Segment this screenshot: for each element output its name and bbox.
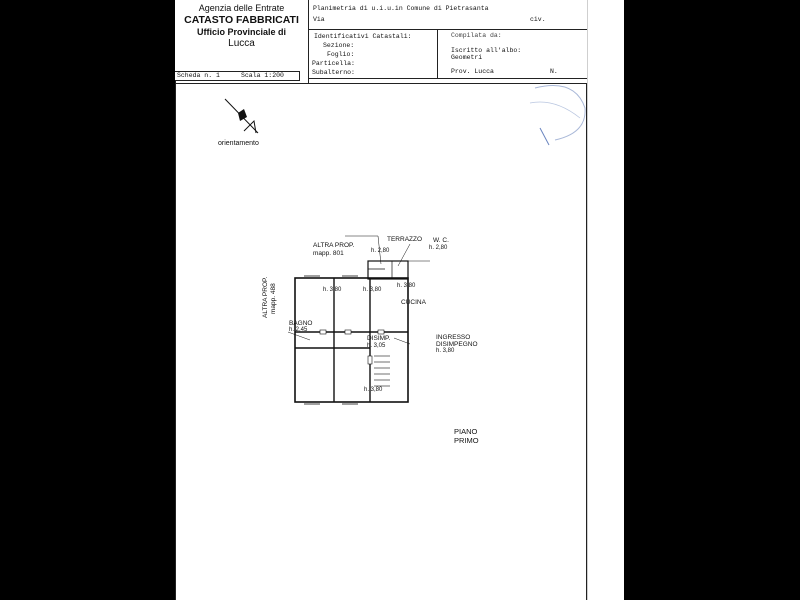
agency-name: Agenzia delle Entrate bbox=[198, 3, 285, 13]
planimetry-title: Planimetria di u.i.u.in Comune di Pietrasanta bbox=[313, 5, 489, 12]
geometri-label: Geometri bbox=[451, 54, 483, 61]
room-1-height: h. 3,80 bbox=[323, 287, 342, 293]
foglio-label: Foglio: bbox=[327, 51, 355, 58]
neighbor-top-label: ALTRA PROP. bbox=[313, 242, 355, 249]
header-divider bbox=[308, 0, 309, 83]
kitchen-label: CUCINA bbox=[401, 299, 426, 306]
kitchen-height: h. 3,80 bbox=[397, 283, 416, 289]
scheda-rule-bottom bbox=[175, 80, 299, 81]
room-3-height: h. 3,80 bbox=[364, 387, 383, 393]
entrance-sublabel: DISIMPEGNO bbox=[436, 341, 478, 348]
agency-header bbox=[175, 0, 308, 72]
neighbor-left-label: ALTRA PROP. bbox=[262, 276, 269, 318]
hall-height: h. 3,05 bbox=[367, 343, 386, 349]
neighbor-left-mapp: mapp. 488 bbox=[270, 283, 277, 314]
document-title: CATASTO FABBRICATI bbox=[184, 14, 299, 26]
stamp-icon bbox=[525, 78, 595, 150]
scheda-number: Scheda n. 1 bbox=[177, 72, 220, 79]
frame-left-border bbox=[175, 81, 176, 600]
page-edge-strip bbox=[587, 0, 624, 600]
particella-label: Particella: bbox=[312, 60, 355, 67]
scale-label: Scala 1:200 bbox=[241, 72, 284, 79]
office-label: Ufficio Provinciale di bbox=[196, 27, 287, 37]
office-city: Lucca bbox=[228, 38, 255, 49]
entrance-label: INGRESSO bbox=[436, 334, 471, 341]
bathroom-label: BAGNO bbox=[289, 320, 313, 327]
neighbor-top-mapp: mapp. 801 bbox=[313, 250, 344, 257]
north-arrow-icon bbox=[220, 95, 265, 140]
iscritto-label: Iscritto all'albo: bbox=[451, 47, 522, 54]
orientation-label: orientamento bbox=[218, 140, 259, 147]
wc-height: h. 2,80 bbox=[429, 245, 448, 251]
header-rule-mid bbox=[437, 29, 438, 78]
n-label: N. bbox=[550, 68, 558, 75]
floor-plan-outline bbox=[295, 278, 408, 402]
hall-label: DISIMP. bbox=[367, 335, 391, 342]
entrance-height: h. 3,80 bbox=[436, 348, 455, 354]
terrace-label: TERRAZZO bbox=[387, 236, 423, 243]
terrace-height: h. 2,80 bbox=[371, 248, 390, 254]
room-2-height: h. 3,80 bbox=[363, 287, 382, 293]
sezione-label: Sezione: bbox=[323, 42, 355, 49]
wc-label: W. C. bbox=[433, 237, 449, 244]
subalterno-label: Subalterno: bbox=[312, 69, 355, 76]
floor-level-name: PRIMO bbox=[454, 436, 479, 445]
via-label: Via bbox=[313, 16, 325, 23]
floor-level-label: PIANO bbox=[454, 427, 478, 436]
compilata-label: Compilata da: bbox=[451, 32, 502, 39]
identificativi-label: Identificativi Catastali: bbox=[314, 33, 412, 40]
scheda-rule-right bbox=[299, 71, 300, 81]
bathroom-height: h. 2,45 bbox=[289, 327, 308, 333]
civ-label: civ. bbox=[530, 16, 546, 23]
prov-label: Prov. Lucca bbox=[451, 68, 494, 75]
terrace-outline bbox=[368, 261, 408, 279]
cadastral-document-page bbox=[175, 0, 624, 600]
header-rule-1 bbox=[308, 29, 587, 30]
